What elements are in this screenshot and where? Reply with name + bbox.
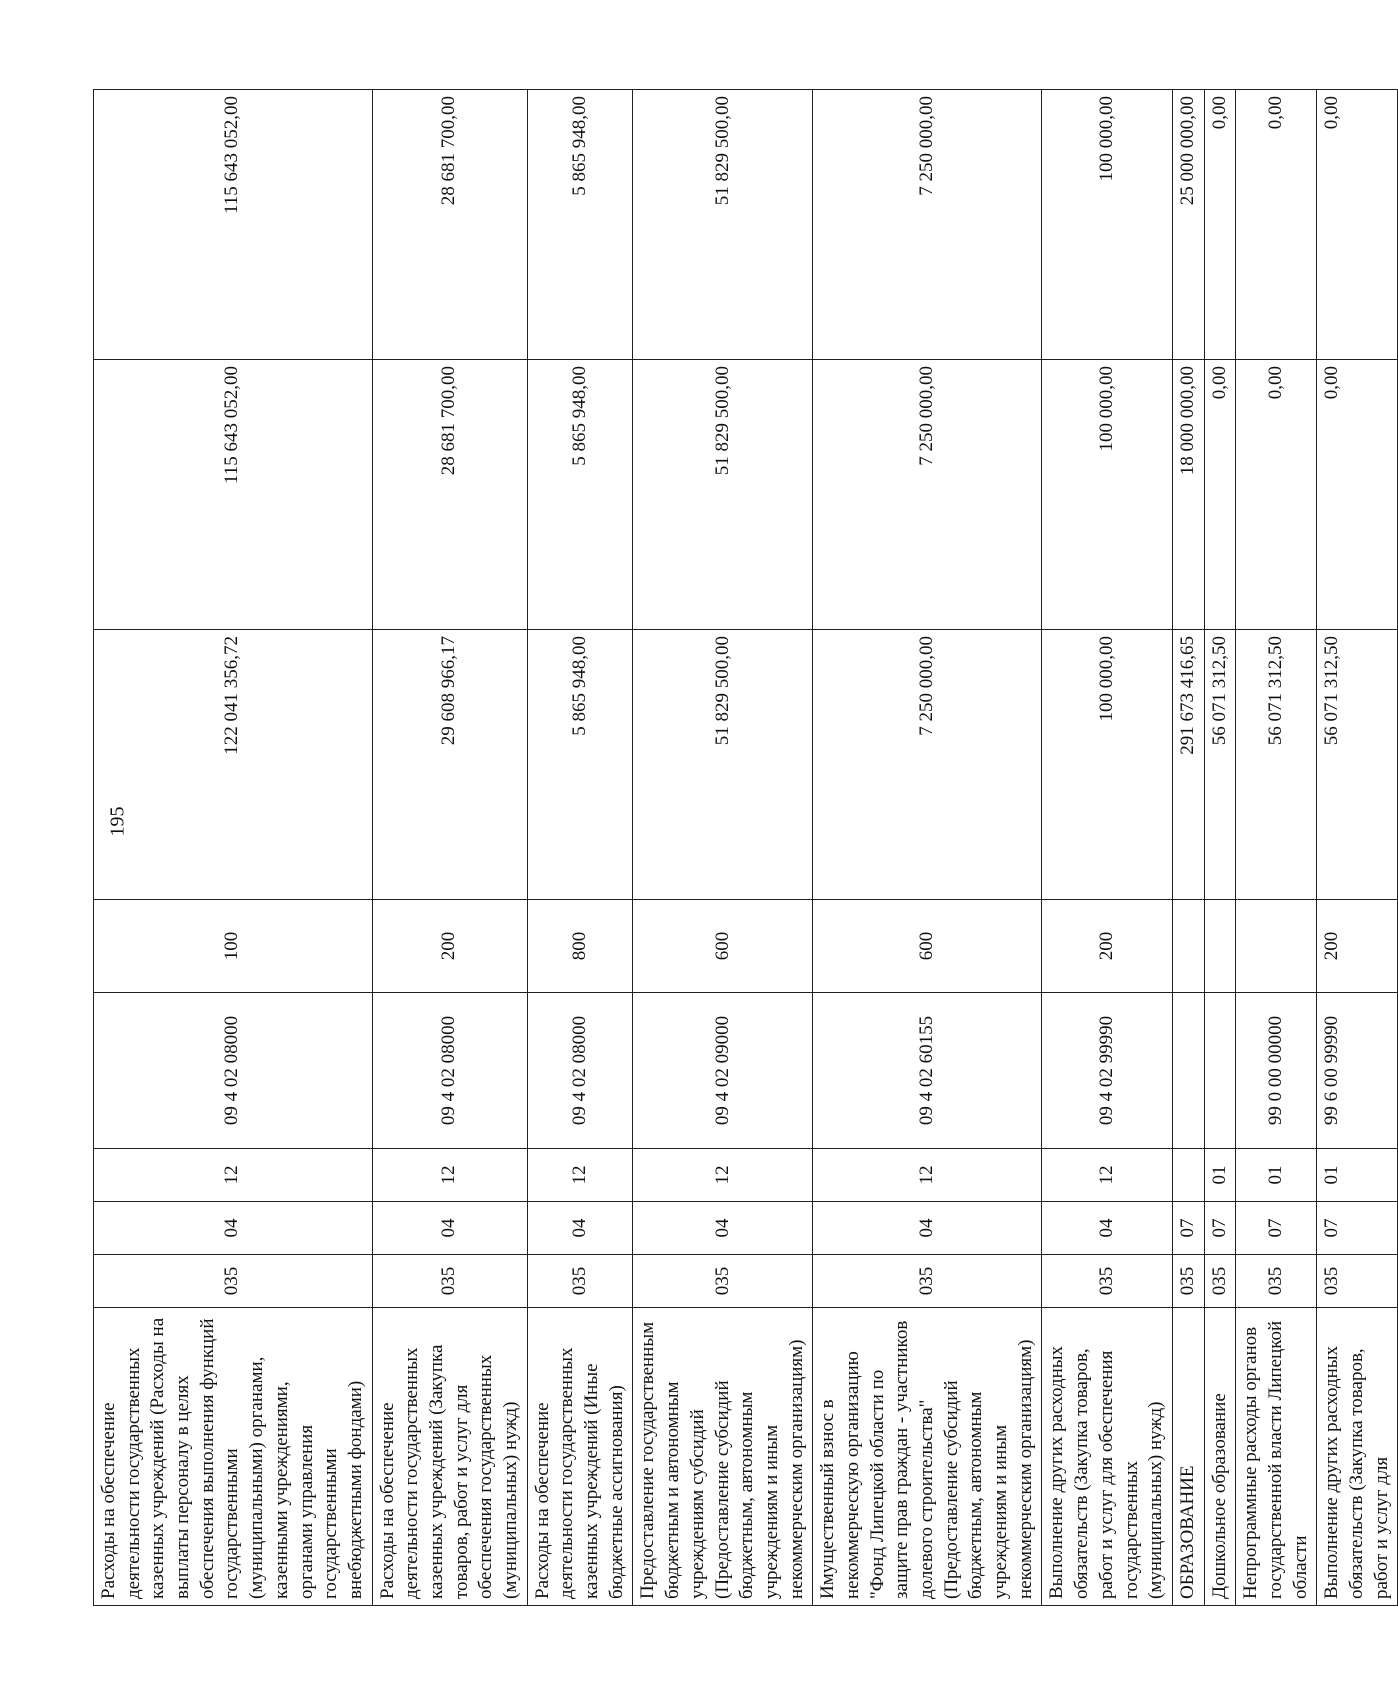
- subsection-code: [1172, 1149, 1204, 1202]
- amount-year-3: 100 000,00: [1042, 90, 1172, 360]
- section-code: 07: [1172, 1202, 1204, 1255]
- grbs-code: 035: [1204, 1255, 1236, 1308]
- section-code: 04: [527, 1202, 633, 1255]
- expense-type-code: 200: [372, 900, 527, 993]
- row-description: Непрограммные расходы органов государственной власти Липецкой области: [1236, 1308, 1317, 1606]
- section-code: 07: [1317, 1202, 1398, 1255]
- amount-year-2: 28 681 700,00: [372, 360, 527, 630]
- section-code: 04: [94, 1202, 373, 1255]
- amount-year-3: 0,00: [1204, 90, 1236, 360]
- amount-year-3: 0,00: [1236, 90, 1317, 360]
- grbs-code: 035: [1317, 1255, 1398, 1308]
- subsection-code: 12: [1042, 1149, 1172, 1202]
- row-description: Расходы на обеспечение деятельности государственных казенных учреждений (Расходы на выплаты персоналу в целях обеспечения выполнения функций государственными (муниципальными) органами, казенными учреждениями, органами управления государственными внебюджетными фондами): [94, 1308, 373, 1606]
- table-row: [633, 90, 813, 1606]
- page-number: 195: [106, 806, 129, 837]
- amount-year-3: 5 865 948,00: [527, 90, 633, 360]
- row-description: Дошкольное образование: [1204, 1308, 1236, 1606]
- subsection-code: 12: [372, 1149, 527, 1202]
- target-article-code: 99 0 00 00000: [1236, 993, 1317, 1149]
- section-code: 04: [1042, 1202, 1172, 1255]
- amount-year-2: 7 250 000,00: [813, 360, 1042, 630]
- section-code: 04: [372, 1202, 527, 1255]
- row-description: Расходы на обеспечение деятельности государственных казенных учреждений (Закупка товаров, работ и услуг для обеспечения государственных (муниципальных) нужд): [372, 1308, 527, 1606]
- expense-type-code: 800: [527, 900, 633, 993]
- table-row: [1317, 90, 1398, 1606]
- row-description: Предоставление государственным бюджетным и автономным учреждениям субсидий (Предоставление субсидий бюджетным, автономным учреждениям и иным некоммерческим организациям): [633, 1308, 813, 1606]
- amount-year-1: 122 041 356,72: [94, 630, 373, 900]
- amount-year-2: 51 829 500,00: [633, 360, 813, 630]
- budget-table-rotated: [93, 90, 1392, 1606]
- target-article-code: [1172, 993, 1204, 1149]
- table-row: [1172, 90, 1204, 1606]
- grbs-code: 035: [1172, 1255, 1204, 1308]
- amount-year-1: 5 865 948,00: [527, 630, 633, 900]
- target-article-code: [1204, 993, 1236, 1149]
- target-article-code: 09 4 02 60155: [813, 993, 1042, 1149]
- amount-year-3: 7 250 000,00: [813, 90, 1042, 360]
- amount-year-2: 5 865 948,00: [527, 360, 633, 630]
- grbs-code: 035: [372, 1255, 527, 1308]
- subsection-code: 12: [527, 1149, 633, 1202]
- grbs-code: 035: [633, 1255, 813, 1308]
- amount-year-2: 100 000,00: [1042, 360, 1172, 630]
- table-row: [527, 90, 633, 1606]
- grbs-code: 035: [527, 1255, 633, 1308]
- amount-year-3: 115 643 052,00: [94, 90, 373, 360]
- amount-year-3: 51 829 500,00: [633, 90, 813, 360]
- section-code: 04: [813, 1202, 1042, 1255]
- table-row: [813, 90, 1042, 1606]
- section-code: 07: [1236, 1202, 1317, 1255]
- expense-type-code: [1172, 900, 1204, 993]
- amount-year-1: 56 071 312,50: [1317, 630, 1398, 900]
- amount-year-2: 0,00: [1236, 360, 1317, 630]
- expense-type-code: [1236, 900, 1317, 993]
- expense-type-code: 200: [1317, 900, 1398, 993]
- amount-year-1: 51 829 500,00: [633, 630, 813, 900]
- row-description: Имущественный взнос в некоммерческую организацию "Фонд Липецкой области по защите прав граждан - участников долевого строительства" (Предоставление субсидий бюджетным, автономным учреждениям и иным некоммерческим организациям): [813, 1308, 1042, 1606]
- table-row: [1204, 90, 1236, 1606]
- row-description: ОБРАЗОВАНИЕ: [1172, 1308, 1204, 1606]
- subsection-code: 12: [94, 1149, 373, 1202]
- amount-year-2: 0,00: [1204, 360, 1236, 630]
- expense-type-code: 100: [94, 900, 373, 993]
- grbs-code: 035: [813, 1255, 1042, 1308]
- target-article-code: 09 4 02 08000: [94, 993, 373, 1149]
- amount-year-3: 25 000 000,00: [1172, 90, 1204, 360]
- amount-year-1: 7 250 000,00: [813, 630, 1042, 900]
- budget-table: [93, 89, 1398, 1606]
- expense-type-code: 600: [813, 900, 1042, 993]
- subsection-code: 12: [813, 1149, 1042, 1202]
- target-article-code: 09 4 02 08000: [372, 993, 527, 1149]
- amount-year-2: 0,00: [1317, 360, 1398, 630]
- expense-type-code: [1204, 900, 1236, 993]
- amount-year-1: 56 071 312,50: [1236, 630, 1317, 900]
- subsection-code: 01: [1204, 1149, 1236, 1202]
- table-row: [94, 90, 373, 1606]
- subsection-code: 01: [1236, 1149, 1317, 1202]
- target-article-code: 09 4 02 08000: [527, 993, 633, 1149]
- amount-year-3: 28 681 700,00: [372, 90, 527, 360]
- grbs-code: 035: [1236, 1255, 1317, 1308]
- section-code: 04: [633, 1202, 813, 1255]
- subsection-code: 12: [633, 1149, 813, 1202]
- table-row: [1042, 90, 1172, 1606]
- table-row: [372, 90, 527, 1606]
- row-description: Расходы на обеспечение деятельности государственных казенных учреждений (Иные бюджетные ассигнования): [527, 1308, 633, 1606]
- target-article-code: 99 6 00 99990: [1317, 993, 1398, 1149]
- grbs-code: 035: [1042, 1255, 1172, 1308]
- expense-type-code: 600: [633, 900, 813, 993]
- subsection-code: 01: [1317, 1149, 1398, 1202]
- row-description: Выполнение других расходных обязательств (Закупка товаров, работ и услуг для обеспечения государственных (муниципальных) нужд): [1042, 1308, 1172, 1606]
- amount-year-1: 56 071 312,50: [1204, 630, 1236, 900]
- section-code: 07: [1204, 1202, 1236, 1255]
- amount-year-3: 0,00: [1317, 90, 1398, 360]
- amount-year-2: 115 643 052,00: [94, 360, 373, 630]
- table-row: [1236, 90, 1317, 1606]
- amount-year-2: 18 000 000,00: [1172, 360, 1204, 630]
- row-description: Выполнение других расходных обязательств (Закупка товаров, работ и услуг для: [1317, 1308, 1398, 1606]
- grbs-code: 035: [94, 1255, 373, 1308]
- amount-year-1: 29 608 966,17: [372, 630, 527, 900]
- amount-year-1: 100 000,00: [1042, 630, 1172, 900]
- target-article-code: 09 4 02 09000: [633, 993, 813, 1149]
- target-article-code: 09 4 02 99990: [1042, 993, 1172, 1149]
- amount-year-1: 291 673 416,65: [1172, 630, 1204, 900]
- expense-type-code: 200: [1042, 900, 1172, 993]
